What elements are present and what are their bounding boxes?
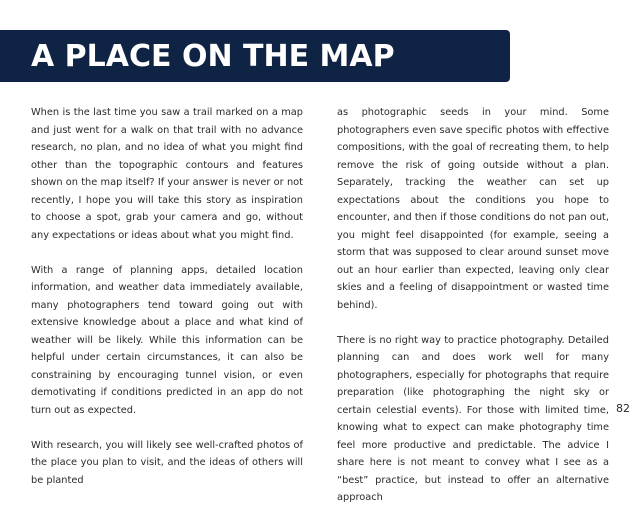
paragraph-left-1: When is the last time you saw a trail marked on a map and just went for a walk on that trail with no advance research, no plan, and no idea of what you might find other than the topographic contours and features shown on the map itself? If your answer is never or not recently, I hope you will take this story as inspiration to choose a spot, grab your camera and go, without any expectations or ideas about what you might find. xyxy=(31,107,303,241)
page-number: 82 xyxy=(616,402,630,415)
right-column xyxy=(337,104,609,524)
page-title: A PLACE ON THE MAP xyxy=(31,38,395,74)
paragraph-left-3: With research, you will likely see well-crafted photos of the place you plan to visit, and the ideas of others will be planted xyxy=(31,439,303,486)
paragraph-right-1: as photographic seeds in your mind. Some photographers even save specific photos with effective compositions, with the goal of recreating them, to help remove the risk of going outside without a plan. Separately, tracking the weather can set up expectations about the conditions you hope to encounter, and then if those conditions do not pan out, you might feel disappointed (for example, seeing a storm that was supposed to clear around sunset move out an hour earlier than expected, leaving only clear skies and a feeling of disappointment or wasted time behind). xyxy=(337,107,609,311)
paragraph-left-2: With a range of planning apps, detailed location information, and weather data immediately available, many photographers tend toward going out with extensive knowledge about a place and what kind of weather will be likely. While this information can be helpful under certain circumstances, it can also be constraining by encouraging tunnel vision, or even demotivating if conditions predicted in an app do not turn out as expected. xyxy=(31,264,303,416)
title-banner xyxy=(0,30,510,82)
left-column xyxy=(31,104,303,507)
paragraph-right-2: There is no right way to practice photography. Detailed planning can and does work well for many photographers, especially for photographs that require preparation (like photographing the night sky or certain celestial events). For those with limited time, knowing what to expect can make photography time feel more productive and predictable. The advice I share here is not meant to convey what I see as a “best” practice, but instead to offer an alternative approach xyxy=(337,334,609,503)
